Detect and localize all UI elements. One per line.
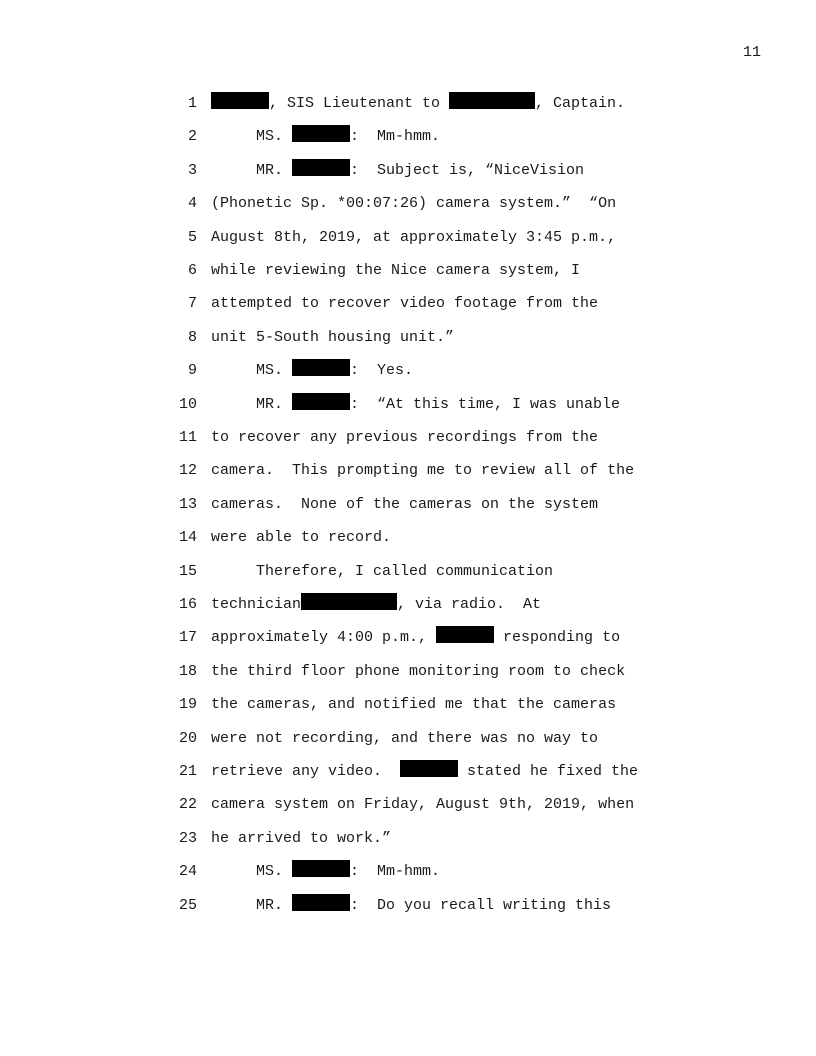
transcript-line (0, 393, 816, 417)
line-number: 23 (178, 829, 197, 847)
text-segment: , via radio. At (397, 596, 542, 613)
transcript-line (0, 793, 816, 817)
line-number: 7 (187, 295, 197, 313)
line-number: 25 (178, 896, 197, 914)
line-number: 12 (178, 462, 197, 480)
transcript-line (0, 92, 816, 116)
text-segment: camera system on Friday, August 9th, 2019, when (211, 796, 635, 814)
line-text (211, 226, 616, 250)
line-text (211, 326, 454, 350)
line-text (211, 526, 391, 550)
transcript-line (0, 693, 816, 717)
text-segment: : Subject is, “NiceVision (350, 161, 585, 179)
text-segment: : Yes. (350, 362, 414, 380)
text-segment: camera. This prompting me to review all of the (211, 462, 635, 480)
text-segment: unit 5-South housing unit.” (211, 328, 455, 346)
line-number: 15 (178, 562, 197, 580)
line-text (211, 760, 638, 784)
line-text (211, 860, 440, 884)
redaction-box (301, 593, 397, 610)
line-text (211, 92, 625, 116)
line-text (211, 593, 541, 617)
text-segment: , SIS Lieutenant to (269, 95, 450, 112)
line-number: 3 (187, 161, 197, 179)
text-segment: MS. (211, 128, 293, 146)
line-number: 17 (178, 629, 197, 647)
line-number: 1 (187, 95, 197, 112)
line-text (211, 125, 440, 149)
transcript-line (0, 359, 816, 383)
line-number: 18 (178, 662, 197, 680)
line-number: 5 (187, 228, 197, 246)
transcript-line (0, 894, 816, 918)
line-text (211, 493, 598, 517)
line-text (211, 894, 611, 918)
line-text (211, 693, 616, 717)
text-segment: MR. (211, 896, 293, 914)
text-segment: Therefore, I called communication (211, 562, 554, 580)
line-number: 14 (178, 529, 197, 547)
transcript-line (0, 259, 816, 283)
line-text (211, 259, 580, 283)
line-text (211, 426, 598, 450)
transcript-line (0, 860, 816, 884)
line-text (211, 626, 620, 650)
line-number: 6 (187, 262, 197, 279)
text-segment: while reviewing the Nice camera system, I (211, 262, 581, 279)
line-text (211, 459, 634, 483)
redaction-box (292, 860, 350, 877)
text-segment: : Mm-hmm. (350, 863, 441, 881)
text-segment: responding to (494, 629, 621, 647)
transcript-line (0, 760, 816, 784)
line-number: 22 (178, 796, 197, 814)
line-number: 10 (178, 395, 197, 413)
line-number: 20 (178, 729, 197, 747)
line-number: 9 (187, 362, 197, 380)
line-number: 24 (178, 863, 197, 881)
text-segment: cameras. None of the cameras on the system (211, 495, 599, 513)
transcript-line (0, 626, 816, 650)
transcript-line (0, 159, 816, 183)
line-text (211, 393, 620, 417)
text-segment: : Do you recall writing this (350, 896, 612, 914)
line-text (211, 159, 584, 183)
transcript-line (0, 125, 816, 149)
text-segment: , Captain. (535, 95, 626, 112)
text-segment: approximately 4:00 p.m., (211, 629, 437, 647)
line-text (211, 192, 616, 216)
line-number: 11 (178, 429, 197, 446)
redaction-box (292, 393, 350, 410)
line-number: 21 (178, 763, 197, 780)
text-segment: (Phonetic Sp. *00:07:26) camera system.” “On (211, 195, 617, 213)
redaction-box (292, 159, 350, 176)
transcript-line (0, 326, 816, 350)
transcript-line (0, 192, 816, 216)
redaction-box (449, 92, 535, 109)
transcript-line (0, 292, 816, 316)
line-text (211, 793, 634, 817)
text-segment: MS. (211, 362, 293, 380)
text-segment: he arrived to work.” (211, 829, 392, 847)
line-number: 13 (178, 495, 197, 513)
text-segment: stated he fixed the (458, 763, 639, 780)
transcript-line (0, 593, 816, 617)
text-segment: MS. (211, 863, 293, 881)
text-segment: : Mm-hmm. (350, 128, 441, 146)
line-text (211, 292, 598, 316)
text-segment: : “At this time, I was unable (350, 395, 621, 413)
text-segment: MR. (211, 395, 293, 413)
text-segment: attempted to recover video footage from the (211, 295, 599, 313)
transcript-line (0, 493, 816, 517)
line-text (211, 359, 413, 383)
text-segment: were able to record. (211, 529, 392, 547)
transcript-line (0, 459, 816, 483)
text-segment: technician (211, 596, 302, 613)
line-number: 2 (187, 128, 197, 146)
transcript-line (0, 827, 816, 851)
line-number: 4 (187, 195, 197, 213)
text-segment: the third floor phone monitoring room to check (211, 662, 626, 680)
page-number: 11 (742, 44, 761, 61)
text-segment: retrieve any video. (211, 763, 401, 780)
line-text (211, 827, 391, 851)
text-segment: the cameras, and notified me that the cameras (211, 696, 617, 714)
transcript-line (0, 560, 816, 584)
line-text (211, 727, 598, 751)
transcript-line (0, 660, 816, 684)
transcript-line (0, 526, 816, 550)
line-number: 8 (187, 328, 197, 346)
redaction-box (292, 125, 350, 142)
transcript-line (0, 426, 816, 450)
text-segment: MR. (211, 161, 293, 179)
text-segment: to recover any previous recordings from the (211, 429, 599, 446)
redaction-box (292, 894, 350, 911)
text-segment: were not recording, and there was no way to (211, 729, 599, 747)
line-text (211, 660, 625, 684)
line-text (211, 560, 553, 584)
redaction-box (292, 359, 350, 376)
transcript-line (0, 727, 816, 751)
redaction-box (400, 760, 458, 777)
text-segment: August 8th, 2019, at approximately 3:45 p.m., (211, 228, 617, 246)
line-number: 19 (178, 696, 197, 714)
transcript-line (0, 226, 816, 250)
redaction-box (211, 92, 269, 109)
redaction-box (436, 626, 494, 643)
line-number: 16 (178, 596, 197, 613)
